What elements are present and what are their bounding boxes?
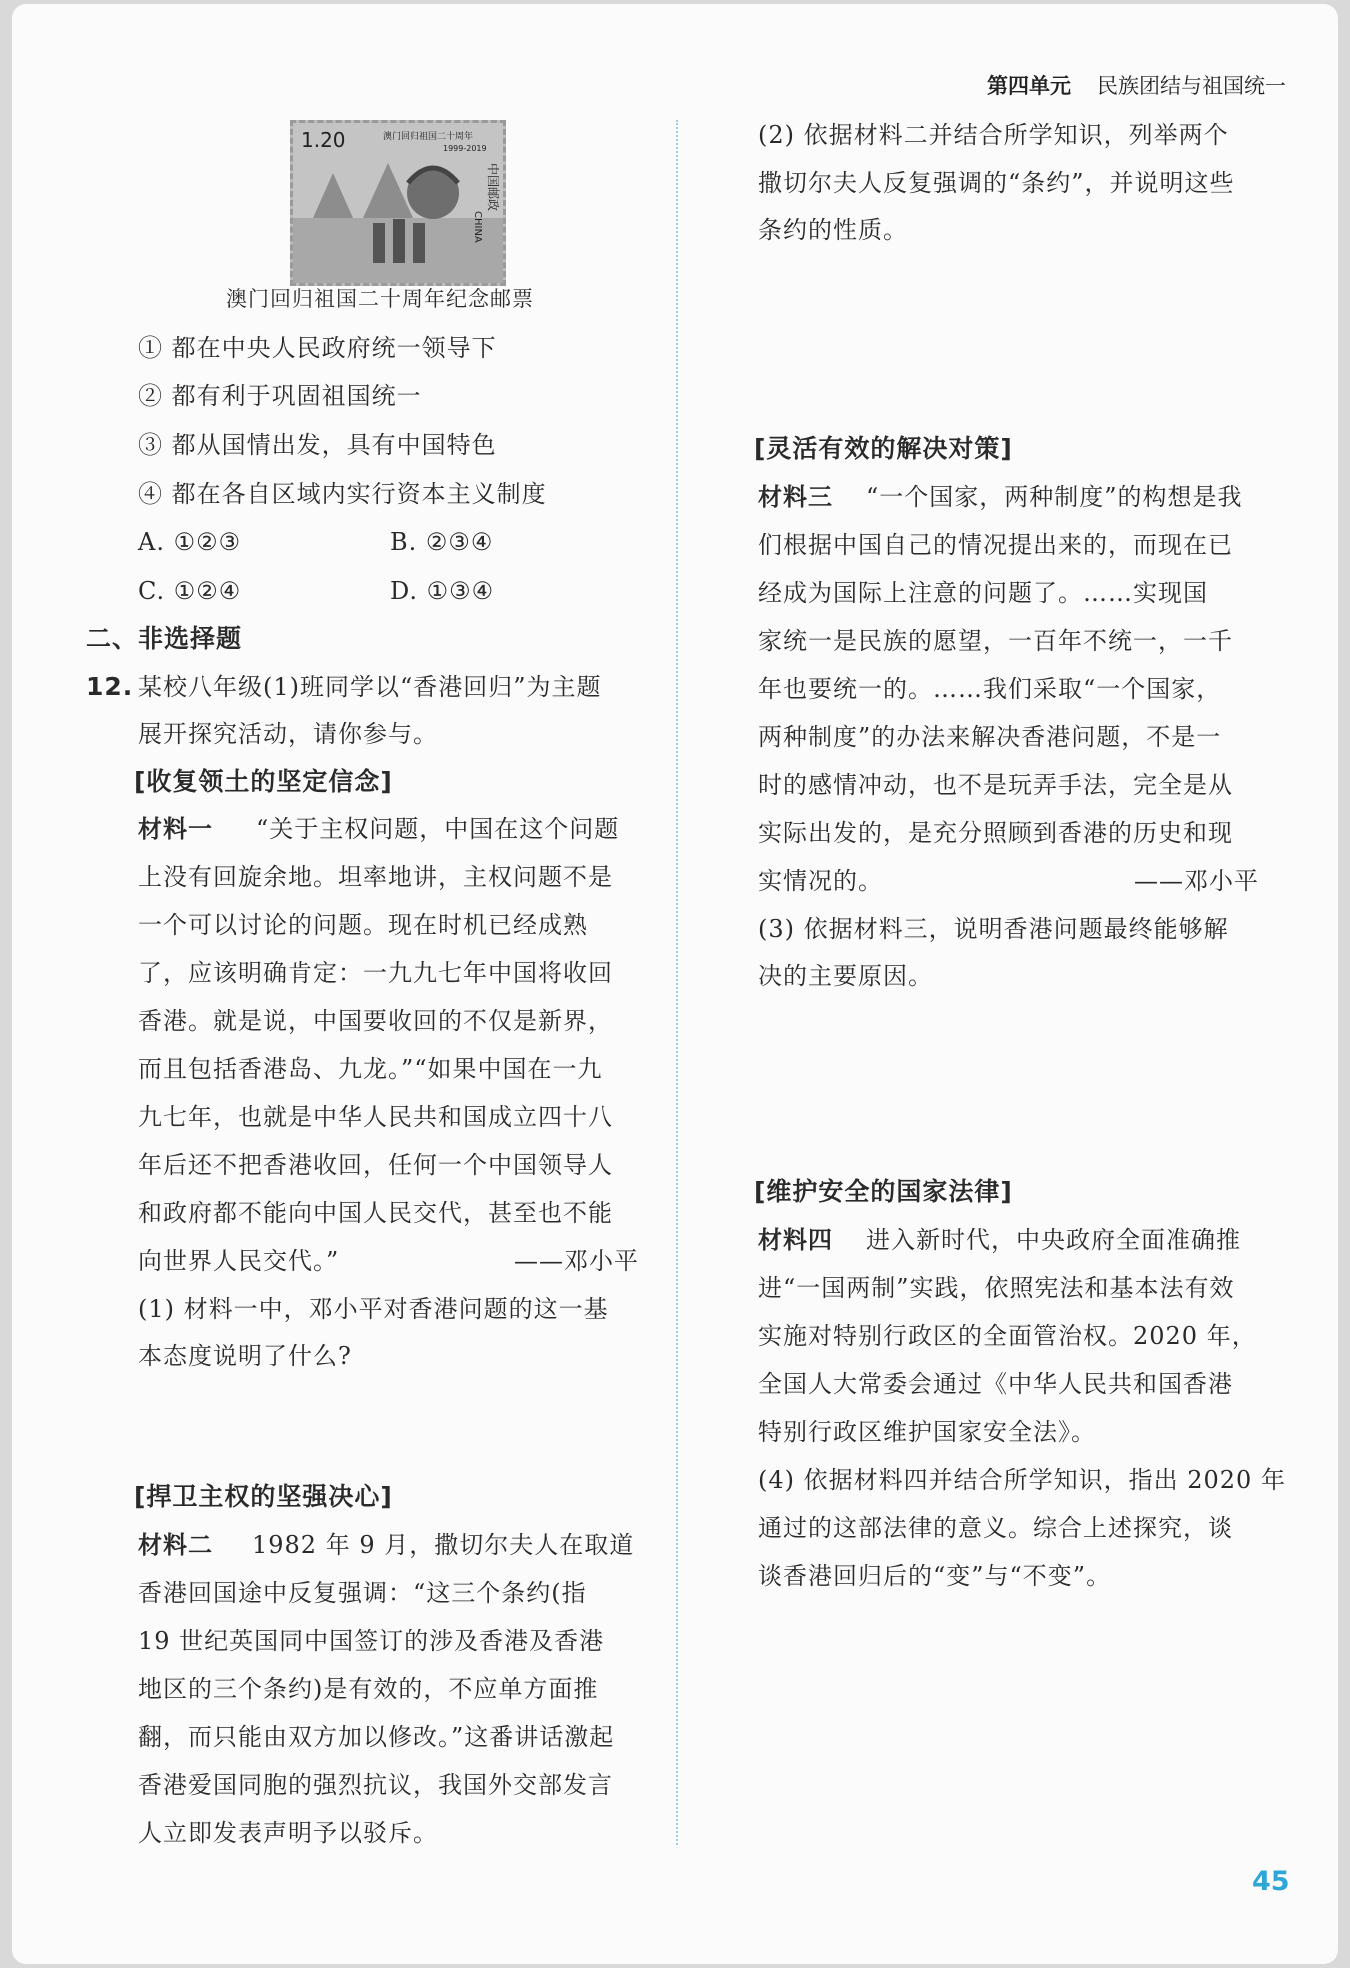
material-2-line: 19 世纪英国同中国签订的涉及香港及香港: [138, 1627, 605, 1655]
subheading-4: [维护安全的国家法律]: [754, 1177, 1013, 1206]
material-4-label: 材料四: [758, 1226, 833, 1254]
question-12-line: 展开探究活动，请你参与。: [138, 720, 438, 748]
material-2-line: 翻，而只能由双方加以修改。”这番讲话激起: [138, 1723, 615, 1751]
option-1: ① 都在中央人民政府统一领导下: [138, 334, 497, 362]
material-2-line: 人立即发表声明予以驳斥。: [138, 1819, 438, 1847]
choice-d: D. ①③④: [390, 577, 495, 605]
material-3-line: 实情况的。: [758, 867, 883, 895]
material-1-line: 了，应该明确肯定：一九九七年中国将收回: [138, 959, 613, 987]
material-1-line: 香港。就是说，中国要收回的不仅是新界，: [138, 1007, 613, 1035]
choice-b: B. ②③④: [390, 528, 494, 556]
material-1-line: 向世界人民交代。”: [138, 1247, 340, 1275]
material-1-source: ——邓小平: [514, 1247, 639, 1275]
stamp-issuer-en: CHINA: [472, 211, 483, 243]
material-3-line: 们根据中国自己的情况提出来的，而现在已: [758, 531, 1233, 559]
material-1-line: 而且包括香港岛、九龙。”“如果中国在一九: [138, 1055, 603, 1083]
material-3-line: 实际出发的，是充分照顾到香港的历史和现: [758, 819, 1233, 847]
question-12-line: 某校八年级(1)班同学以“香港回归”为主题: [138, 673, 602, 701]
material-1-line: 九七年，也就是中华人民共和国成立四十八: [138, 1103, 613, 1131]
material-3-line: 两种制度”的办法来解决香港问题，不是一: [758, 723, 1222, 751]
material-2-line: 香港回国途中反复强调：“这三个条约(指: [138, 1579, 587, 1607]
stamp-image: [290, 120, 506, 286]
material-4-line: 实施对特别行政区的全面管治权。2020 年，: [758, 1322, 1257, 1350]
material-1-line: “关于主权问题，中国在这个问题: [256, 815, 620, 843]
material-1-line: 上没有回旋余地。坦率地讲，主权问题不是: [138, 863, 613, 891]
material-1-line: 和政府都不能向中国人民交代，甚至也不能: [138, 1199, 613, 1227]
material-4-line: 进入新时代，中央政府全面准确推: [866, 1226, 1241, 1254]
stamp-issuer: 中国邮政: [486, 163, 500, 212]
question-4-line: 通过的这部法律的意义。综合上述探究，谈: [758, 1514, 1233, 1542]
material-2-line: 1982 年 9 月，撒切尔夫人在取道: [252, 1531, 635, 1559]
option-4: ④ 都在各自区域内实行资本主义制度: [138, 480, 547, 508]
material-4-line: 特别行政区维护国家安全法》。: [758, 1418, 1096, 1446]
page-header: [987, 70, 1286, 100]
question-3-line: 决的主要原因。: [758, 962, 933, 990]
option-2: ② 都有利于巩固祖国统一: [138, 382, 422, 410]
question-4-line: 谈香港回归后的“变”与“不变”。: [758, 1562, 1112, 1590]
question-3-line: (3) 依据材料三，说明香港问题最终能够解: [758, 915, 1229, 943]
section-heading: 二、非选择题: [86, 624, 243, 653]
subheading-2: [捍卫主权的坚强决心]: [134, 1482, 393, 1511]
material-3-line: 经成为国际上注意的问题了。……实现国: [758, 579, 1208, 607]
subheading-1: [收复领土的坚定信念]: [134, 767, 393, 796]
stamp-caption: 澳门回归祖国二十周年纪念邮票: [226, 287, 534, 311]
page-number: 45: [1252, 1866, 1290, 1897]
stamp-issue-text: 澳门回归祖国二十周年: [383, 132, 474, 142]
choice-a: A. ①②③: [138, 528, 242, 556]
question-1-line: (1) 材料一中，邓小平对香港问题的这一基: [138, 1295, 609, 1323]
material-3-source: ——邓小平: [1134, 867, 1259, 895]
stamp-value: 1.20: [301, 128, 346, 152]
question-2-line: 撒切尔夫人反复强调的“条约”，并说明这些: [758, 169, 1235, 197]
material-2-line: 香港爱国同胞的强烈抗议，我国外交部发言: [138, 1771, 613, 1799]
unit-title: 民族团结与祖国统一: [1097, 74, 1286, 98]
choice-c: C. ①②④: [138, 577, 242, 605]
question-12-number: 12.: [86, 672, 134, 701]
material-3-label: 材料三: [758, 483, 833, 511]
column-divider: [676, 120, 678, 1845]
question-2-line: 条约的性质。: [758, 216, 908, 244]
material-3-line: “一个国家，两种制度”的构想是我: [866, 483, 1243, 511]
material-3-line: 时的感情冲动，也不是玩弄手法，完全是从: [758, 771, 1233, 799]
material-2-line: 地区的三个条约)是有效的，不应单方面推: [138, 1675, 599, 1703]
question-2-line: (2) 依据材料二并结合所学知识，列举两个: [758, 121, 1229, 149]
material-2-label: 材料二: [138, 1531, 213, 1559]
stamp-years: 1999-2019: [443, 144, 487, 153]
material-4-line: 进“一国两制”实践，依照宪法和基本法有效: [758, 1274, 1235, 1302]
material-4-line: 全国人大常委会通过《中华人民共和国香港: [758, 1370, 1233, 1398]
material-1-line: 一个可以讨论的问题。现在时机已经成熟: [138, 911, 588, 939]
question-4-line: (4) 依据材料四并结合所学知识，指出 2020 年: [758, 1466, 1286, 1494]
material-3-line: 年也要统一的。……我们采取“一个国家，: [758, 675, 1222, 703]
subheading-3: [灵活有效的解决对策]: [754, 434, 1013, 463]
material-3-line: 家统一是民族的愿望，一百年不统一，一千: [758, 627, 1233, 655]
question-1-line: 本态度说明了什么?: [138, 1342, 352, 1370]
material-1-label: 材料一: [138, 815, 213, 843]
material-1-line: 年后还不把香港收回，任何一个中国领导人: [138, 1151, 613, 1179]
option-3: ③ 都从国情出发，具有中国特色: [138, 431, 497, 459]
unit-label: 第四单元: [987, 74, 1071, 98]
